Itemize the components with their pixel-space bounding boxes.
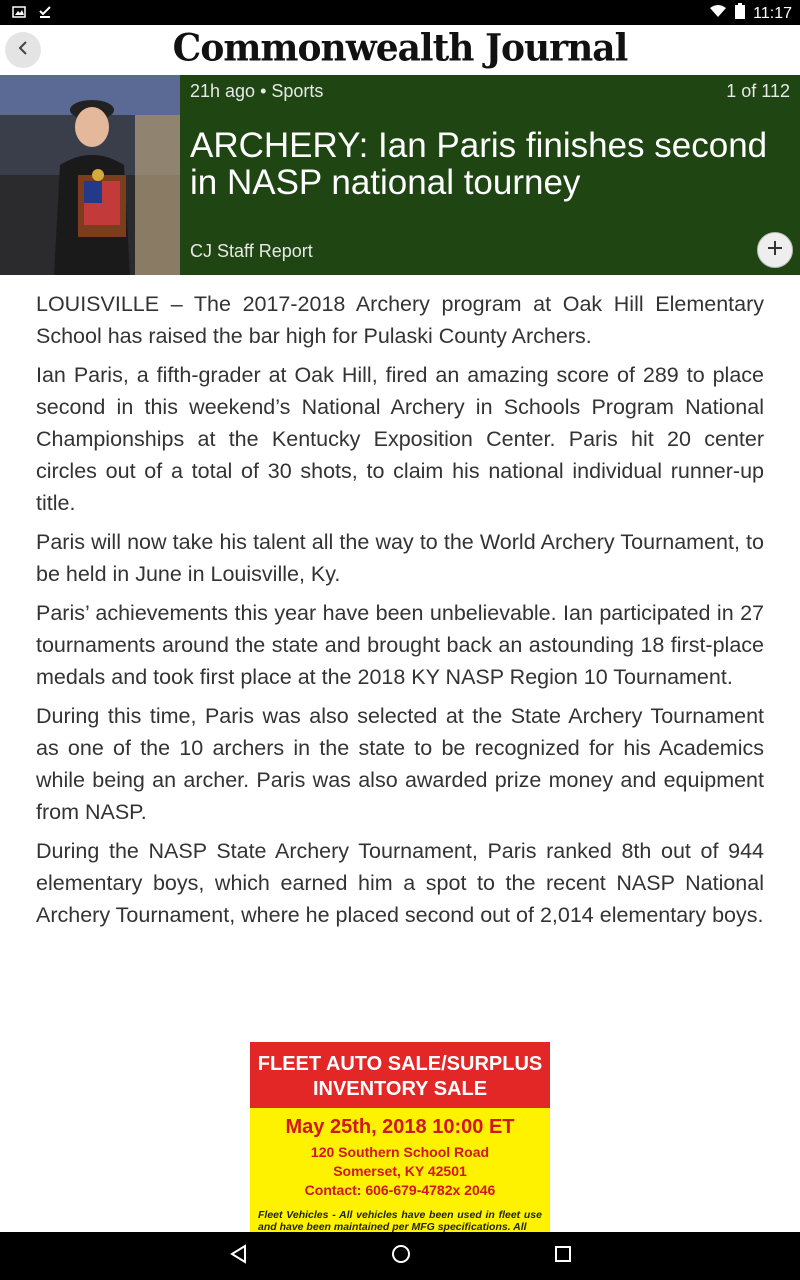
- article-paragraph: LOUISVILLE – The 2017-2018 Archery program at Oak Hill Elementary School has raised the bar high for Pulaski County Archers.: [36, 292, 764, 348]
- article-paragraph: Paris will now take his talent all the way to the World Archery Tournament, to be held in June in Louisville, Ky.: [36, 530, 764, 586]
- recents-square-icon: [554, 1245, 572, 1268]
- ad-contact: Contact: 606-679-4782x 2046: [304, 1182, 496, 1198]
- ad-banner: [250, 1042, 550, 1108]
- ad-headline: INVENTORY SALE: [312, 1078, 488, 1100]
- image-icon: [12, 5, 26, 19]
- ad-address: 120 Southern School Road: [310, 1144, 490, 1160]
- download-done-icon: [38, 5, 52, 19]
- ad-address: Somerset, KY 42501: [333, 1163, 467, 1179]
- nav-recents-button[interactable]: [551, 1244, 575, 1268]
- system-nav-bar: [0, 1232, 800, 1280]
- nav-back-button[interactable]: [227, 1244, 251, 1268]
- battery-icon: [735, 3, 745, 24]
- article-paragraph: During the NASP State Archery Tournament, Paris ranked 8th out of 944 elementary boys, which earned him a spot to the recent NASP National Archery Tournament, where he placed second out of 2,014 elementary boys.: [36, 839, 764, 927]
- article-photo[interactable]: [0, 75, 180, 275]
- article-body: [36, 288, 764, 938]
- plus-icon: [767, 240, 783, 261]
- article-paragraph: Ian Paris, a fifth-grader at Oak Hill, fired an amazing score of 289 to place second in this weekend’s National Archery in Schools Program National Championships at the Kentucky Exposition Center. Paris hit 20 center circles out of a total of 30 shots, to claim his national individual runner-up title.: [36, 363, 764, 515]
- article-title: ARCHERY: Ian Paris finishes second in NASP national tourney: [190, 126, 768, 202]
- add-button[interactable]: [757, 232, 793, 268]
- wifi-icon: [709, 4, 727, 23]
- back-triangle-icon: [229, 1244, 249, 1269]
- article-paragraph: During this time, Paris was also selected at the State Archery Tournament as one of the 10 archers in the state to be recognized for his Academics while being an archer. Paris was also awarded prize money and equipment from NASP.: [36, 704, 764, 824]
- article-meta: 21h ago • Sports: [190, 81, 324, 101]
- home-circle-icon: [391, 1244, 411, 1269]
- advertisement[interactable]: [250, 1042, 550, 1232]
- nav-home-button[interactable]: [389, 1244, 413, 1268]
- status-bar: [0, 0, 800, 25]
- ad-headline: FLEET AUTO SALE/SURPLUS: [257, 1053, 543, 1075]
- article-hero: [0, 75, 800, 275]
- clock: 11:17: [753, 4, 792, 22]
- app-header: [0, 25, 800, 75]
- article-byline: CJ Staff Report: [190, 241, 313, 261]
- masthead-logo: Commonwealth Journal: [172, 25, 628, 71]
- article-paragraph: Paris’ achievements this year have been unbelievable. Ian participated in 27 tournaments around the state and brought back an astounding 18 first-place medals and took first place at the 2018 KY NASP Region 10 Tournament.: [36, 601, 764, 689]
- article-counter: 1 of 112: [726, 81, 790, 101]
- ad-date: May 25th, 2018 10:00 ET: [285, 1116, 515, 1138]
- ad-note: Fleet Vehicles - All vehicles have been used in fleet use and have been maintained per MFG specifications. All: [258, 1209, 542, 1232]
